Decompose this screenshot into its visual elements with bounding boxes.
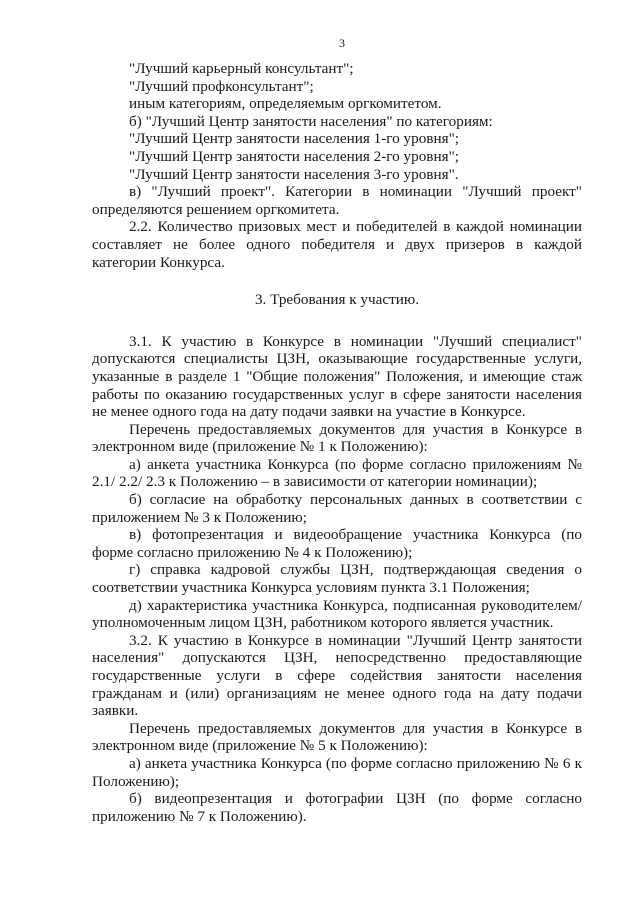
- category-line: "Лучший профконсультант";: [129, 77, 314, 95]
- category-line: "Лучший Центр занятости населения 1-го уровня";: [129, 130, 459, 148]
- clause-3-1: 3.1. К участию в Конкурсе в номинации "Лучший специалист" допускаются специалисты ЦЗН, оказывающие государственные услуги, указанные в разделе 1 "Общие положения" Положения, и имеющие стаж работы по оказанию государственных услуг в сфере занятости населения не менее одного года на дату подачи заявки на участие в Конкурсе.: [92, 332, 582, 421]
- list-item: а) анкета участника Конкурса (по форме согласно приложениям № 2.1/ 2.2/ 2.3 к Положению – в зависимости от категории номинации);: [92, 455, 582, 491]
- clause-3-2: 3.2. К участию в Конкурсе в номинации "Лучший Центр занятости населения" допускаются ЦЗН, непосредственно предоставляющие государственные услуги в сфере содействия занятости населения гражданам и (или) организациям не менее одного года на дату подачи заявки.: [92, 631, 582, 720]
- category-line: "Лучший Центр занятости населения 3-го уровня".: [129, 165, 459, 183]
- list-item: а) анкета участника Конкурса (по форме согласно приложению № 6 к Положению);: [92, 754, 582, 790]
- list-item: д) характеристика участника Конкурса, подписанная руководителем/уполномоченным лицом ЦЗН, работником которого является участник.: [92, 596, 582, 632]
- list-item: г) справка кадровой службы ЦЗН, подтверждающая сведения о соответствии участника Конкурса условиям пункта 3.1 Положения;: [92, 561, 582, 597]
- list-item: б) видеопрезентация и фотографии ЦЗН (по форме согласно приложению № 7 к Положению).: [92, 790, 582, 825]
- category-line: "Лучший Центр занятости населения 2-го уровня";: [129, 147, 459, 165]
- documents-list-intro: Перечень предоставляемых документов для участия в Конкурсе в электронном виде (приложение № 1 к Положению):: [92, 420, 582, 456]
- category-line: "Лучший карьерный консультант";: [129, 60, 354, 77]
- category-line: иным категориям, определяемым оргкомитетом.: [129, 95, 442, 113]
- document-page: [92, 0, 582, 905]
- list-item: б) согласие на обработку персональных данных в соответствии с приложением № 3 к Положению;: [92, 491, 582, 526]
- document-body: [92, 60, 582, 825]
- documents-list-intro: Перечень предоставляемых документов для участия в Конкурсе в электронном виде (приложение № 5 к Положению):: [92, 719, 582, 755]
- nomination-paragraph: в) "Лучший проект". Категории в номинации "Лучший проект" определяются решением оргкомитета.: [92, 183, 582, 218]
- list-item: в) фотопрезентация и видеообращение участника Конкурса (по форме согласно приложению № 4 к Положению);: [92, 526, 582, 561]
- nomination-line: б) "Лучший Центр занятости населения" по категориям:: [129, 112, 493, 130]
- page-number: 3: [339, 36, 345, 50]
- section-heading: 3. Требования к участию.: [254, 291, 420, 309]
- clause-2-2: 2.2. Количество призовых мест и победителей в каждой номинации составляет не более одного победителя и двух призеров в каждой категории Конкурса.: [92, 218, 582, 271]
